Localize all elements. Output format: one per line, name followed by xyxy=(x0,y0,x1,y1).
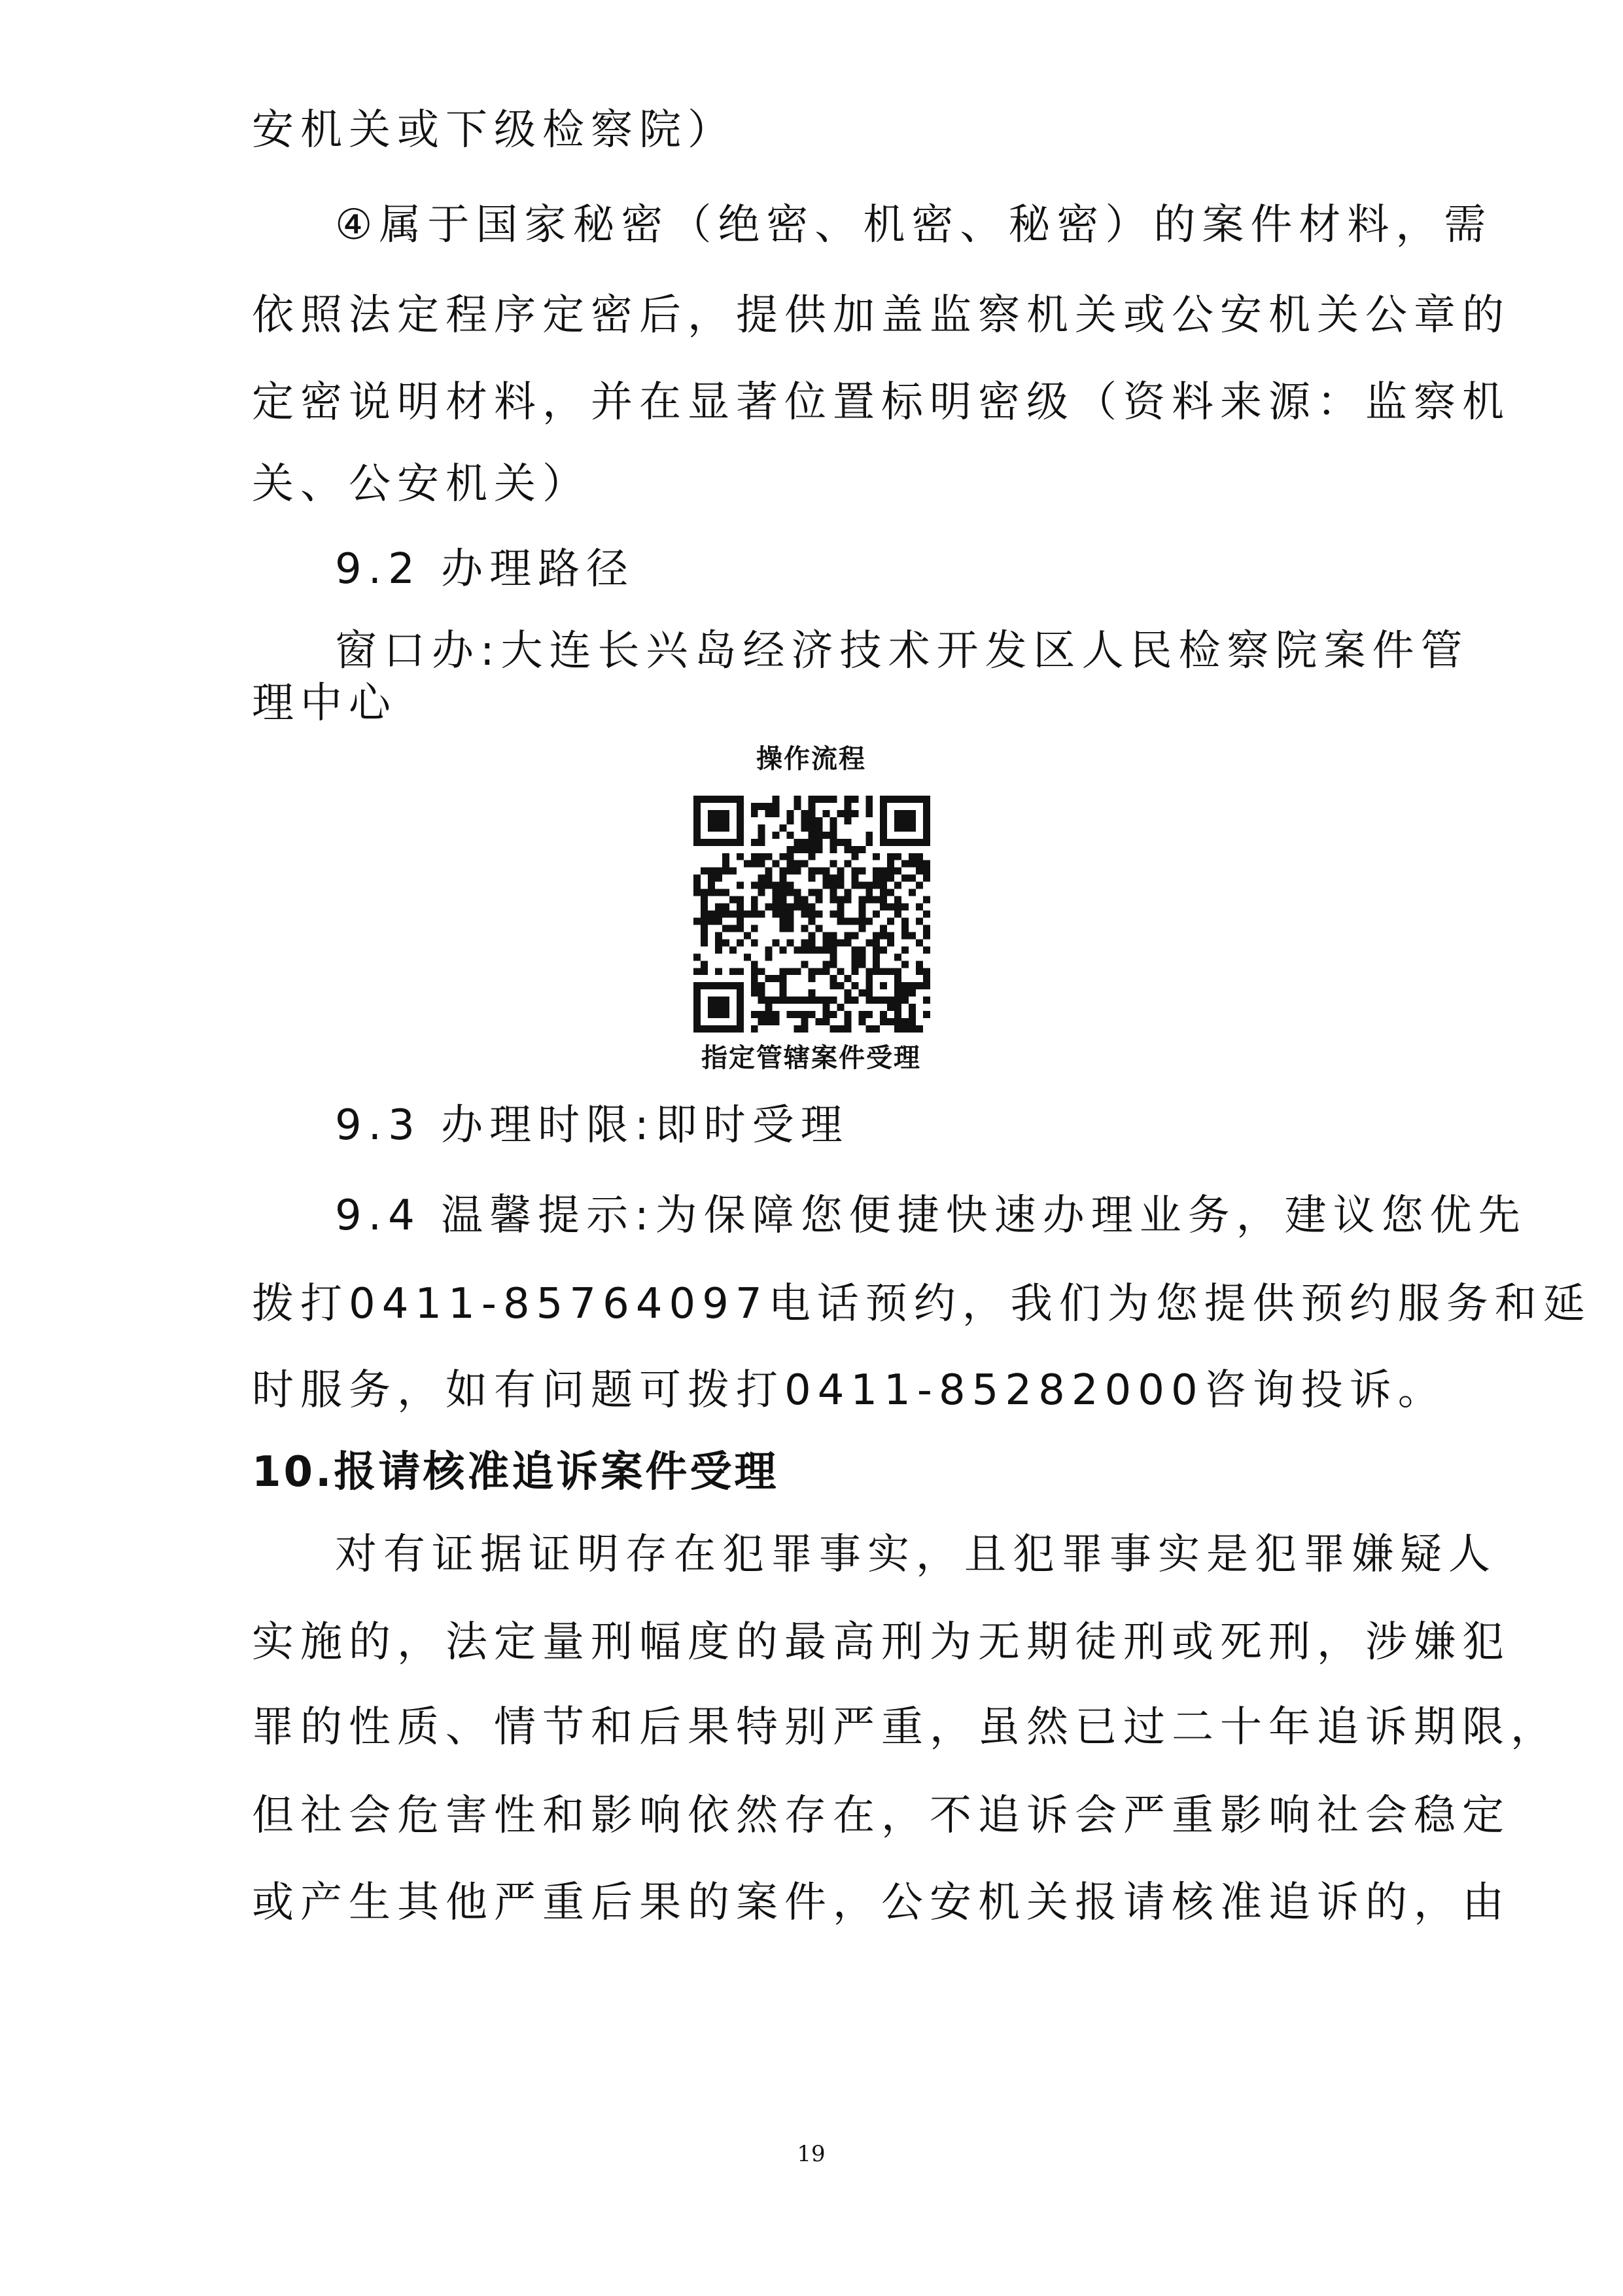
body-line: 理中心 xyxy=(252,679,397,728)
qr-title: 操作流程 xyxy=(756,744,866,774)
body-line: 拨打0411-85764097电话预约，我们为您提供预约服务和延 xyxy=(252,1280,1592,1328)
body-line: 窗口办:大连长兴岛经济技术开发区人民检察院案件管 xyxy=(335,627,1469,675)
subheading-9-3: 9.3 办理时限:即时受理 xyxy=(335,1101,849,1150)
body-line: 但社会危害性和影响依然存在，不追诉会严重影响社会稳定 xyxy=(252,1792,1510,1840)
body-line: 时服务，如有问题可拨打0411-85282000咨询投诉。 xyxy=(252,1366,1446,1415)
body-line: 安机关或下级检察院） xyxy=(252,106,736,154)
section-heading: 10.报请核准追诉案件受理 xyxy=(252,1448,779,1496)
body-line: 罪的性质、情节和后果特别严重，虽然已过二十年追诉期限， xyxy=(252,1703,1559,1752)
body-line: 关、公安机关） xyxy=(252,460,591,508)
body-line: 定密说明材料，并在显著位置标明密级（资料来源：监察机 xyxy=(252,378,1510,427)
subheading-9-4: 9.4 温馨提示:为保障您便捷快速办理业务，建议您优先 xyxy=(335,1192,1527,1240)
page-number: 19 xyxy=(797,2141,826,2167)
body-line: ④属于国家秘密（绝密、机密、秘密）的案件材料，需 xyxy=(335,201,1493,249)
qr-caption: 指定管辖案件受理 xyxy=(701,1043,921,1073)
body-line: 对有证据证明存在犯罪事实，且犯罪事实是犯罪嫌疑人 xyxy=(335,1530,1497,1579)
subheading-9-2: 9.2 办理路径 xyxy=(335,545,635,593)
body-line: 或产生其他严重后果的案件，公安机关报请核准追诉的，由 xyxy=(252,1879,1510,1927)
qr-code-image xyxy=(693,796,930,1033)
body-line: 依照法定程序定密后，提供加盖监察机关或公安机关公章的 xyxy=(252,291,1510,340)
body-line: 实施的，法定量刑幅度的最高刑为无期徒刑或死刑，涉嫌犯 xyxy=(252,1618,1510,1667)
